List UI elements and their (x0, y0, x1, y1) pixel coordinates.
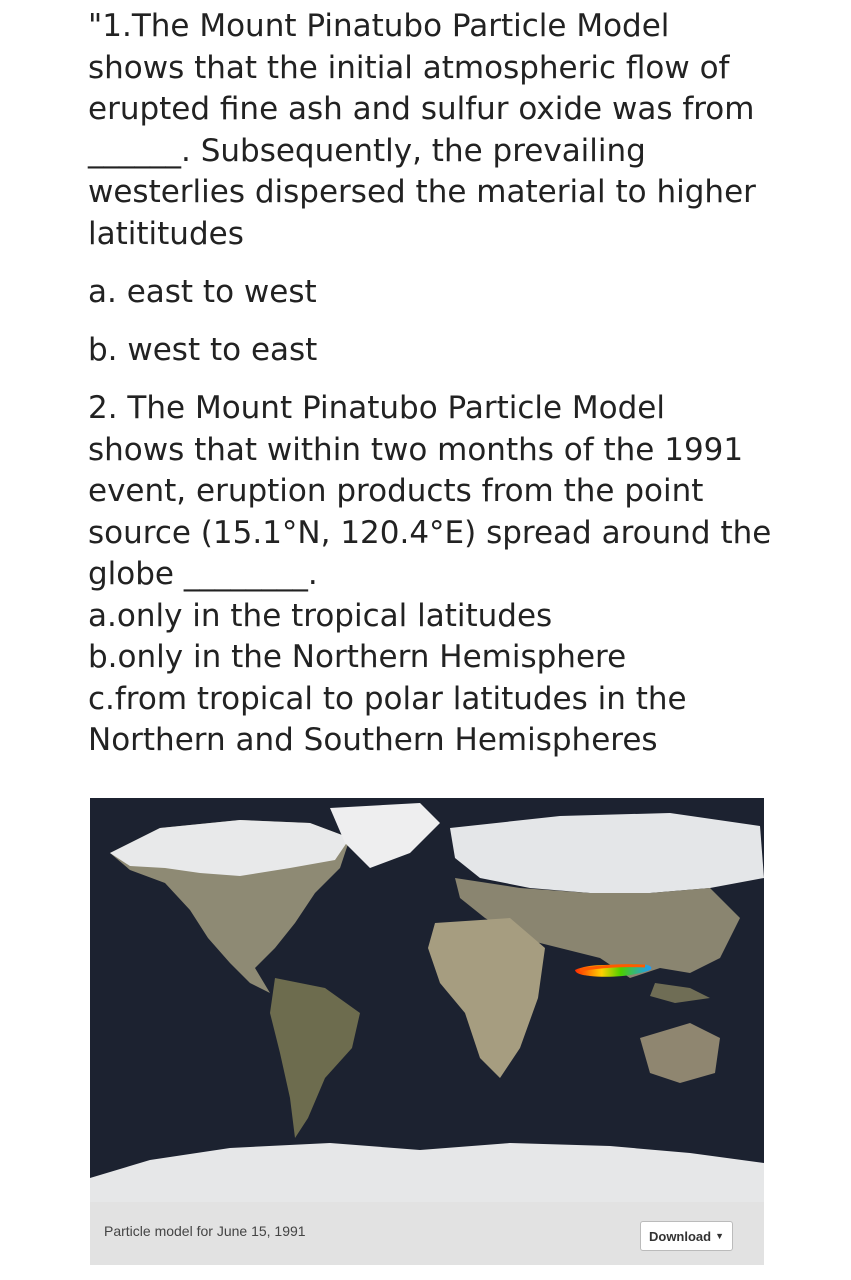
question-2-option-b: b.only in the Northern Hemisphere (88, 639, 627, 675)
question-1-line: ______. Subsequently, the prevailing (88, 132, 646, 169)
question-1-line: erupted fine ash and sulfur oxide was from (88, 91, 755, 127)
question-2-option-a: a.only in the tropical latitudes (88, 597, 553, 634)
question-2-line: source (15.1°N, 120.4°E) spread around the (88, 514, 772, 551)
world-map-image (90, 798, 764, 1202)
question-2-line: globe ________. (88, 556, 318, 592)
question-2-line: event, eruption products from the point (88, 473, 704, 509)
download-button[interactable] (640, 1221, 733, 1251)
download-label: Download (648, 1228, 712, 1244)
caret-down-icon: ▼ (715, 1231, 725, 1241)
question-1-option-b: b. west to east (88, 332, 318, 368)
question-2-text (88, 388, 808, 762)
question-1-line: shows that the initial atmospheric flow of (88, 49, 730, 86)
question-2-line: 2. The Mount Pinatubo Particle Model (88, 390, 665, 426)
question-1-line: westerlies dispersed the material to higher (88, 174, 756, 210)
eurasia-snow (450, 813, 764, 893)
question-1-line: latititudes (88, 215, 244, 252)
question-1-option-a: a. east to west (88, 274, 317, 310)
question-1-line: "1.The Mount Pinatubo Particle Model (88, 8, 670, 44)
particle-model-figure (90, 798, 764, 1265)
figure-caption-bar (90, 1202, 764, 1265)
question-1-text (88, 6, 808, 255)
question-2-option-c: c.from tropical to polar latitudes in the (88, 680, 687, 717)
question-2-line: shows that within two months of the 1991 (88, 431, 744, 468)
question-2-option-c-cont: Northern and Southern Hemispheres (88, 722, 658, 758)
figure-caption: Particle model for June 15, 1991 (104, 1223, 306, 1239)
